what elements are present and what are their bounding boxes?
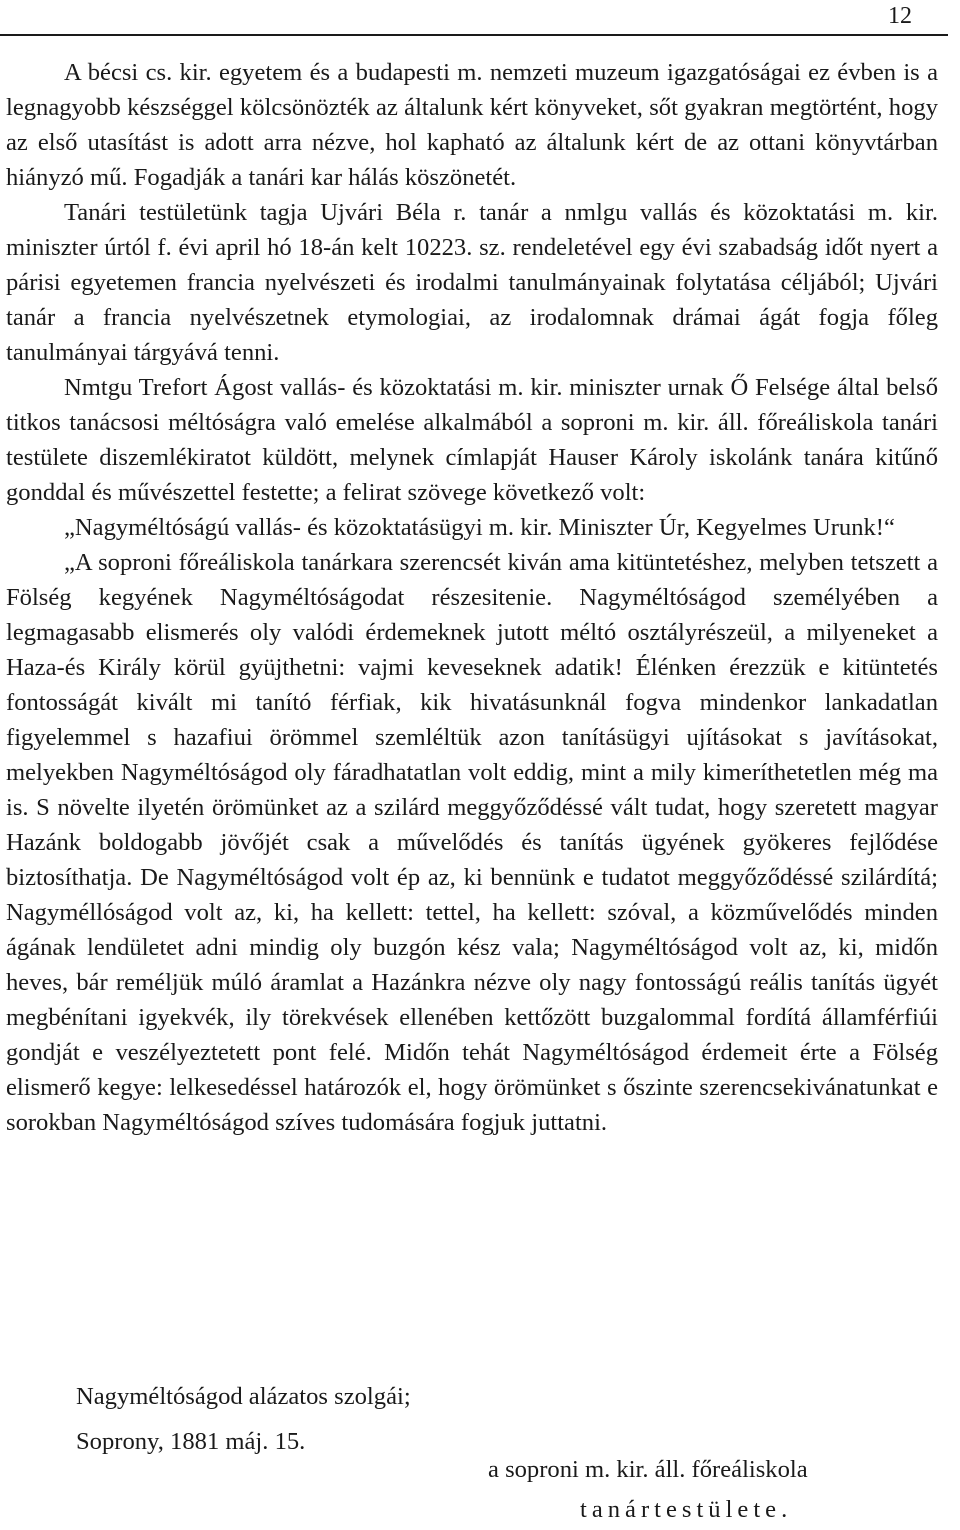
paragraph-ujvari-leave: Tanári testületünk tagja Ujvári Béla r. tanár a nmlgu vallás és közoktatási m. kir. miniszter úrtól f. évi april hó 18-án kelt 10223. sz. rendeletével egy évi szabadság időt nyert a párisi egyetemen francia nyelvészeti és irodalmi tanulmányainak folytatása céljából; Ujvári tanár a francia nyelvészetnek etymologiai, az irodalomnak drámai ágát fogja főleg tanulmányai tárgyává tenni.	[6, 199, 938, 366]
closing-line: Nagyméltóságod alázatos szolgái;	[76, 1383, 411, 1410]
signature-line-faculty: tanártestülete.	[580, 1496, 793, 1523]
signature-line-school: a soproni m. kir. áll. főreáliskola	[488, 1456, 808, 1483]
paragraph-address-text: „A soproni főreáliskola tanárkara szerencsét kiván ama kitüntetéshez, melyben tetszett a Fölség kegyének Nagyméltóságodat részesitenie. Nagyméltóságod személyében a legmagasabb elismerés oly valódi érdemeknek jutott méltó osztályrészeül, a milyeneket a Haza-és Király körül gyüjthetni: vajmi keveseknek adatik! Élénken érezzük e kitüntetés fontosságát kivált mi tanító férfiak, kik hivatásunknál fogva mindenkor lankadatlan figyelemmel s hazafiui örömmel szemléltük azon tanításügyi ujításokat s javításokat, melyekben Nagyméltóságod oly fáradhatatlan volt eddig, mint a mily kimeríthetetlen még ma is. S növelte ilyetén örömünket az a szilárd meggyőződéssé vált tudat, hogy szeretett magyar Hazánk boldogabb jövőjét csak a művelődés és tanítás ügyének gyökeres fejlődése biztosíthatja. De Nagyméltóságod volt ép az, ki bennünk e tudatot meggyőződéssé szilárdítá; Nagyméllóságod volt az, ki, ha kellett: tettel, ha kellett: szóval, a közművelődés minden ágának lendületet adni mindig oly buzgón kész vala; Nagyméltóságod volt az, ki, midőn heves, bár reméljük múló áramlat a Hazánkra nézve oly nagy fontosságú reális tanítás ügyét megbénítani igyekvék, ily törekvések ellenében kettőzött buzgalommal fordítá államférfiúi gondját e veszélyeztetett pont felé. Midőn tehát Nagyméltóságod érdemeit érte a Fölség elismerő kegye: lelkesedéssel határozók el, hogy örömünket s őszinte szerencsekivánatunkat e sorokban Nagyméltóságod szíves tudomására fogjuk juttatni.	[6, 549, 938, 1136]
closing-block	[76, 1374, 411, 1464]
body-text	[6, 55, 938, 1140]
header-rule	[0, 34, 948, 36]
paragraph-salutation: „Nagyméltóságú vallás- és közoktatásügyi m. kir. Miniszter Úr, Kegyelmes Urunk!“	[64, 514, 895, 541]
place-date-line: Soprony, 1881 máj. 15.	[76, 1428, 306, 1455]
paragraph-trefort-address: Nmtgu Trefort Ágost vallás- és közoktatási m. kir. miniszter urnak Ő Felsége által belső titkos tanácsosi méltóságra való emelése alkalmából a soproni m. kir. áll. főreáliskola tanári testülete diszemlékiratot küldött, melynek címlapját Hauser Károly iskolánk tanára kitűnő gonddal és művészettel festette; a felirat szövege következő volt:	[6, 374, 938, 506]
page-number: 12	[888, 3, 912, 29]
signature-block	[488, 1450, 808, 1530]
paragraph-library-thanks: A bécsi cs. kir. egyetem és a budapesti m. nemzeti muzeum igazgatóságai ez évben is a legnagyobb készséggel kölcsönözték az általunk kért könyveket, sőt gyakran megtörtént, hogy az első utasítást is adott arra nézve, hol kapható az általunk kért de az ottani könyvtárban hiányzó mű. Fogadják a tanári kar hálás köszönetét.	[6, 59, 938, 191]
